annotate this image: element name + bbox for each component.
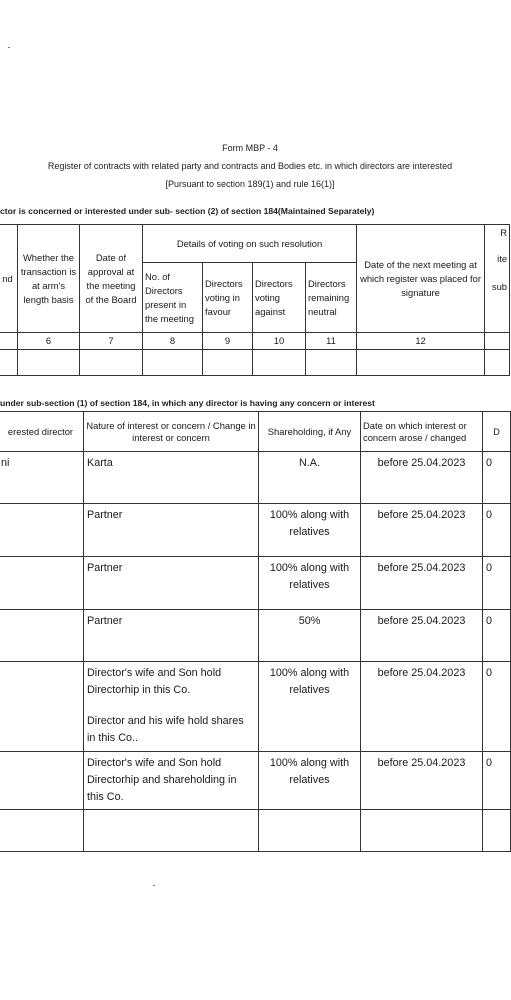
section-a-table xyxy=(0,224,510,376)
form-title: Form MBP - 4 xyxy=(222,143,278,153)
column-number xyxy=(485,333,510,350)
director-name-cell xyxy=(0,810,84,852)
col-header-interest-date: Date on which interest or concern arose / changed xyxy=(361,412,483,452)
scan-speck xyxy=(153,885,155,886)
empty-cell xyxy=(485,350,510,376)
shareholding-cell: N.A. xyxy=(259,452,361,504)
section-b-table xyxy=(0,411,511,852)
truncated-cell: 0 xyxy=(483,452,511,504)
truncated-cell: 0 xyxy=(483,752,511,810)
nature-cell: Partner xyxy=(84,504,259,557)
nature-cell: Partner xyxy=(84,557,259,610)
col-header-directors-present: No. of Directors present in the meeting xyxy=(143,263,203,333)
empty-cell xyxy=(80,350,143,376)
truncated-cell: 0 xyxy=(483,662,511,752)
nature-text-secondary: Director and his wife hold shares in this Co.. xyxy=(87,715,244,744)
shareholding-cell xyxy=(259,810,361,852)
section-b-heading: under sub-section (1) of section 184, in which any director is having any concern or interest xyxy=(0,398,375,408)
empty-cell xyxy=(143,350,203,376)
director-name-cell xyxy=(0,504,84,557)
date-cell: before 25.04.2023 xyxy=(361,662,483,752)
column-number: 12 xyxy=(357,333,485,350)
date-cell: before 25.04.2023 xyxy=(361,610,483,662)
col-header-next-meeting-date: Date of the next meeting at which register was placed for signature xyxy=(357,225,485,333)
register-subtitle: Register of contracts with related party and contracts and Bodies etc. in which directors are interested xyxy=(47,161,453,171)
scan-speck xyxy=(8,47,10,48)
shareholding-cell: 50% xyxy=(259,610,361,662)
empty-cell xyxy=(253,350,306,376)
table-row xyxy=(0,610,511,662)
col-header-directors-against: Directors voting against xyxy=(253,263,306,333)
section-a-heading: ctor is concerned or interested under sub- section (2) of section 184(Maintained Separately) xyxy=(0,206,375,216)
shareholding-cell: 100% along with relatives xyxy=(259,662,361,752)
empty-cell xyxy=(306,350,357,376)
truncated-cell xyxy=(483,810,511,852)
column-number: 6 xyxy=(18,333,80,350)
pursuant-note: [Pursuant to section 189(1) and rule 16(1)] xyxy=(165,179,335,189)
date-cell xyxy=(361,810,483,852)
date-cell: before 25.04.2023 xyxy=(361,752,483,810)
nature-cell xyxy=(84,810,259,852)
col-header-approval-date: Date of approval at the meeting of the Board xyxy=(80,225,143,333)
truncated-cell: 0 xyxy=(483,610,511,662)
empty-cell xyxy=(203,350,253,376)
col-header-fragment: ite xyxy=(497,253,508,264)
truncated-cell: 0 xyxy=(483,557,511,610)
nature-cell: Partner xyxy=(84,610,259,662)
column-number: 11 xyxy=(306,333,357,350)
shareholding-cell: 100% along with relatives xyxy=(259,557,361,610)
table-row xyxy=(0,557,511,610)
nature-cell: Karta xyxy=(84,452,259,504)
col-header-directors-neutral: Directors remaining neutral xyxy=(306,263,357,333)
director-name-cell xyxy=(0,662,84,752)
director-name-cell: ni xyxy=(0,452,84,504)
shareholding-cell: 100% along with relatives xyxy=(259,504,361,557)
col-header-shareholding: Shareholding, if Any xyxy=(259,412,361,452)
column-number: 10 xyxy=(253,333,306,350)
col-header-directors-favour: Directors voting in favour xyxy=(203,263,253,333)
column-number: 7 xyxy=(80,333,143,350)
table-row xyxy=(0,752,511,810)
date-cell: before 25.04.2023 xyxy=(361,452,483,504)
column-number: 8 xyxy=(143,333,203,350)
col-header-interested-director: erested director xyxy=(0,412,84,452)
col-header-voting-details: Details of voting on such resolution xyxy=(143,225,357,263)
date-cell: before 25.04.2023 xyxy=(361,557,483,610)
col-header-truncated: nd xyxy=(0,225,18,333)
table-row xyxy=(0,810,511,852)
nature-cell: Director's wife and Son hold Directorhip and shareholding in this Co. xyxy=(84,752,259,810)
date-cell: before 25.04.2023 xyxy=(361,504,483,557)
director-name-cell xyxy=(0,752,84,810)
col-header-truncated-right xyxy=(485,225,510,333)
nature-text: Director's wife and Son hold Directorhip in this Co. xyxy=(87,667,222,696)
director-name-cell xyxy=(0,610,84,662)
table-row xyxy=(0,452,511,504)
truncated-cell: 0 xyxy=(483,504,511,557)
col-header-nature-of-interest: Nature of interest or concern / Change in interest or concern xyxy=(84,412,259,452)
column-number xyxy=(0,333,18,350)
empty-cell xyxy=(357,350,485,376)
nature-cell xyxy=(84,662,259,752)
empty-cell xyxy=(18,350,80,376)
col-header-fragment: R xyxy=(500,227,508,238)
table-row xyxy=(0,662,511,752)
director-name-cell xyxy=(0,557,84,610)
empty-cell xyxy=(0,350,18,376)
table-row xyxy=(0,504,511,557)
column-number: 9 xyxy=(203,333,253,350)
col-header-fragment: sub xyxy=(491,281,508,292)
col-header-truncated-right: D xyxy=(483,412,511,452)
shareholding-cell: 100% along with relatives xyxy=(259,752,361,810)
col-header-arms-length: Whether the transaction is at arm's length basis xyxy=(18,225,80,333)
